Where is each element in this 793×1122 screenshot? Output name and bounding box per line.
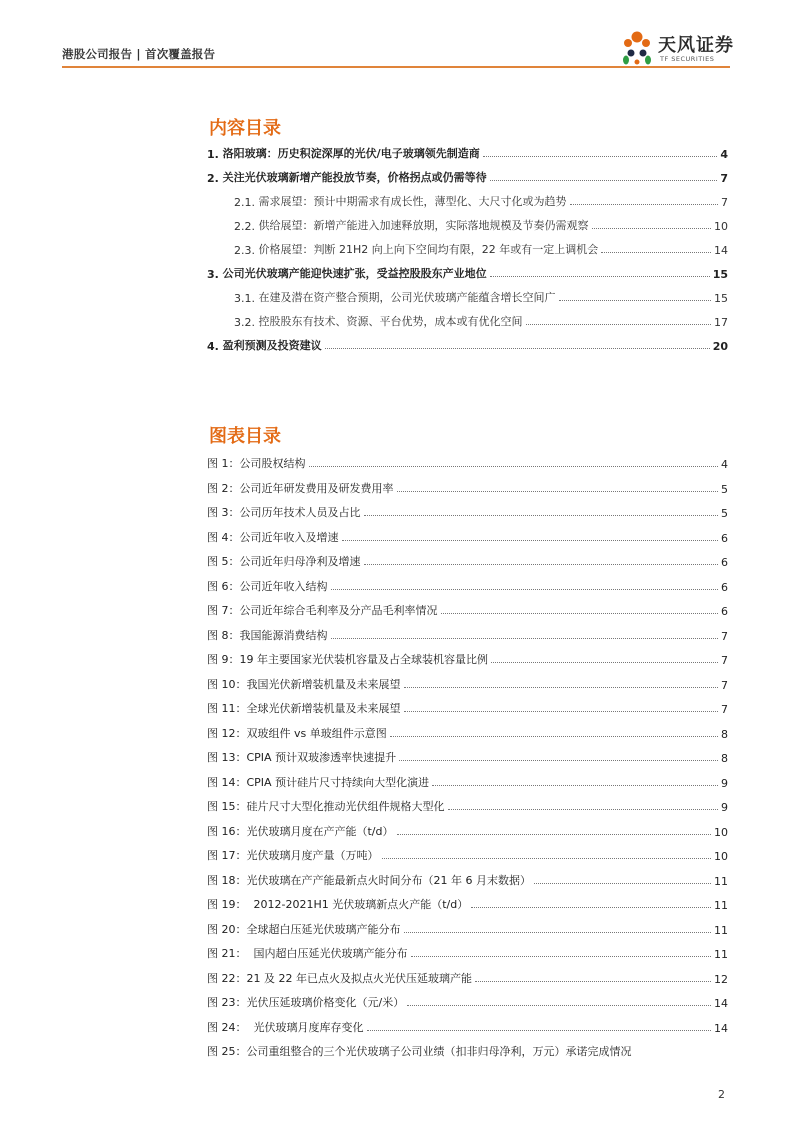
toc-item[interactable] bbox=[207, 263, 728, 281]
figure-item-page: 11 bbox=[714, 899, 728, 912]
figure-item[interactable] bbox=[207, 794, 728, 814]
figure-item-text: 图 19： 2012-2021H1 光伏玻璃新点火产能（t/d） bbox=[207, 898, 469, 911]
figure-leader bbox=[390, 736, 718, 737]
toc-item-page: 15 bbox=[712, 268, 728, 281]
figure-item-text: 图 24： 光伏玻璃月度库存变化 bbox=[207, 1020, 364, 1034]
toc-item-number: 2.3. bbox=[234, 244, 259, 257]
figure-item[interactable] bbox=[207, 966, 728, 986]
figure-item[interactable] bbox=[207, 721, 728, 741]
figure-leader bbox=[448, 809, 719, 810]
figure-leader bbox=[534, 883, 711, 884]
figure-leader bbox=[411, 956, 712, 957]
figure-item-page: 9 bbox=[721, 801, 728, 814]
toc-item-text: 控股股东有技术、资源、平台优势，成本或有优化空间 bbox=[258, 315, 523, 328]
figure-item-text: 图 13：CPIA 预计双玻渗透率快速提升 bbox=[207, 751, 397, 764]
toc-item-text: 在建及潜在资产整合预期，公司光伏玻璃产能蕴含增长空间广 bbox=[258, 291, 556, 304]
figure-item[interactable] bbox=[207, 892, 728, 912]
toc-item-number: 4. bbox=[207, 340, 223, 353]
figure-leader bbox=[364, 564, 719, 565]
toc-leader bbox=[592, 228, 712, 229]
figure-item-text: 图 1：公司股权结构 bbox=[207, 457, 306, 470]
figure-leader bbox=[397, 834, 712, 835]
figures-title: 图表目录 bbox=[209, 426, 281, 447]
figure-item-page: 5 bbox=[721, 482, 728, 496]
figure-item[interactable] bbox=[207, 696, 728, 716]
toc-item-text: 供给展望：新增产能进入加速释放期，实际落地规模及节奏仍需观察 bbox=[258, 219, 589, 232]
toc-subitem[interactable] bbox=[207, 239, 728, 257]
toc-subitem[interactable] bbox=[207, 311, 728, 329]
page-number: 2 bbox=[718, 1088, 725, 1101]
toc-item-text: 价格展望：判断 21H2 向上向下空间均有限，22 年或有一定上调机会 bbox=[258, 243, 599, 256]
toc-item-page: 7 bbox=[721, 196, 728, 209]
figure-item[interactable] bbox=[207, 770, 728, 790]
toc-item-number: 2.2. bbox=[234, 220, 259, 233]
figure-item-text: 图 23：光伏压延玻璃价格变化（元/米） bbox=[207, 996, 405, 1009]
figure-leader bbox=[404, 711, 719, 712]
figure-leader bbox=[331, 638, 719, 639]
figure-item[interactable] bbox=[207, 868, 728, 888]
toc-item-number: 3. bbox=[207, 268, 223, 281]
toc-item-number: 3.2. bbox=[234, 316, 259, 329]
figure-item[interactable] bbox=[207, 1039, 728, 1059]
toc-item-page: 20 bbox=[712, 340, 728, 353]
figure-item-text: 图 8：我国能源消费结构 bbox=[207, 628, 328, 642]
figure-item-page: 6 bbox=[721, 580, 728, 594]
toc-item-number: 2.1. bbox=[234, 196, 259, 209]
toc-item[interactable] bbox=[207, 167, 728, 185]
toc-leader bbox=[325, 348, 710, 349]
figure-leader bbox=[404, 932, 712, 933]
figure-leader bbox=[432, 785, 718, 786]
figure-item-page: 7 bbox=[721, 678, 728, 692]
figure-item[interactable] bbox=[207, 451, 728, 471]
toc-item-page: 4 bbox=[720, 148, 728, 161]
toc-leader bbox=[559, 300, 712, 301]
figure-item-text: 图 11：全球光伏新增装机量及未来展望 bbox=[207, 702, 401, 715]
figure-item[interactable] bbox=[207, 574, 728, 594]
toc-leader bbox=[570, 204, 719, 205]
figure-item-page: 10 bbox=[714, 850, 728, 863]
toc-item-number: 2. bbox=[207, 172, 223, 185]
figure-item[interactable] bbox=[207, 525, 728, 545]
toc-item-text: 需求展望：预计中期需求有成长性，薄型化、大尺寸化或为趋势 bbox=[258, 195, 567, 208]
toc-subitem[interactable] bbox=[207, 287, 728, 305]
figure-item-page: 6 bbox=[721, 556, 728, 569]
figure-item-page: 6 bbox=[721, 605, 728, 618]
figure-item-page: 12 bbox=[714, 972, 728, 986]
figure-item[interactable] bbox=[207, 623, 728, 643]
figure-leader bbox=[367, 1030, 712, 1031]
header-divider bbox=[62, 66, 730, 68]
figure-item-page: 14 bbox=[714, 1021, 728, 1035]
toc-leader bbox=[601, 252, 711, 253]
figure-item-text: 图 9：19 年主要国家光伏装机容量及占全球装机容量比例 bbox=[207, 653, 488, 666]
figure-item[interactable] bbox=[207, 598, 728, 618]
figure-leader bbox=[404, 687, 719, 688]
figure-item-text: 图 12：双玻组件 vs 单玻组件示意图 bbox=[207, 726, 387, 740]
figure-item-page: 7 bbox=[721, 654, 728, 667]
figure-item-text: 图 14：CPIA 预计硅片尺寸持续向大型化演进 bbox=[207, 775, 430, 789]
figure-item[interactable] bbox=[207, 647, 728, 667]
contents-title: 内容目录 bbox=[209, 118, 281, 139]
figure-item[interactable] bbox=[207, 990, 728, 1010]
figure-item-page: 7 bbox=[721, 703, 728, 716]
figure-item-page: 6 bbox=[721, 531, 728, 545]
figure-item-page: 5 bbox=[721, 507, 728, 520]
toc-leader bbox=[490, 180, 718, 181]
toc-item-number: 3.1. bbox=[234, 292, 259, 305]
toc-item[interactable] bbox=[207, 335, 728, 353]
figure-leader bbox=[441, 613, 719, 614]
logo-flower-icon bbox=[620, 28, 654, 70]
figure-item-text: 图 22：21 及 22 年已点火及拟点火光伏压延玻璃产能 bbox=[207, 971, 472, 985]
report-header-title: 港股公司报告 | 首次覆盖报告 bbox=[62, 47, 216, 61]
figure-leader bbox=[471, 907, 711, 908]
logo-name-en: TF SECURITIES bbox=[660, 55, 715, 63]
figure-item-page: 9 bbox=[721, 776, 728, 790]
figure-item-page: 11 bbox=[714, 874, 728, 888]
figure-leader bbox=[491, 662, 718, 663]
figure-leader bbox=[309, 466, 719, 467]
toc-item[interactable] bbox=[207, 143, 728, 161]
figure-item-page: 14 bbox=[714, 997, 728, 1010]
figure-item-text: 图 15：硅片尺寸大型化推动光伏组件规格大型化 bbox=[207, 800, 445, 813]
figure-item-text: 图 21： 国内超白压延光伏玻璃产能分布 bbox=[207, 947, 408, 960]
figure-item-text: 图 6：公司近年收入结构 bbox=[207, 579, 328, 593]
figure-item-text: 图 3：公司历年技术人员及占比 bbox=[207, 506, 361, 519]
figure-item-text: 图 20：全球超白压延光伏玻璃产能分布 bbox=[207, 922, 401, 936]
figure-leader bbox=[397, 491, 719, 492]
figure-item-text: 图 17：光伏玻璃月度产量（万吨） bbox=[207, 849, 379, 862]
figure-item[interactable] bbox=[207, 745, 728, 765]
figure-leader bbox=[382, 858, 712, 859]
toc-subitem[interactable] bbox=[207, 191, 728, 209]
figure-item[interactable] bbox=[207, 843, 728, 863]
logo-name-cn: 天风证券 bbox=[658, 35, 734, 56]
toc-item-text: 公司光伏玻璃产能迎快速扩张，受益控股股东产业地位 bbox=[222, 267, 487, 280]
figure-item[interactable] bbox=[207, 500, 728, 520]
figure-item[interactable] bbox=[207, 1015, 728, 1035]
figure-item[interactable] bbox=[207, 476, 728, 496]
figure-leader bbox=[399, 760, 718, 761]
figure-item-text: 图 25：公司重组整合的三个光伏玻璃子公司业绩（扣非归母净利，万元）承诺完成情况 bbox=[207, 1045, 632, 1058]
figure-item-page: 11 bbox=[714, 923, 728, 937]
figure-item-text: 图 4：公司近年收入及增速 bbox=[207, 530, 339, 544]
toc-leader bbox=[526, 324, 712, 325]
figure-leader bbox=[342, 540, 719, 541]
toc-leader bbox=[490, 276, 710, 277]
figure-item[interactable] bbox=[207, 672, 728, 692]
figure-item-text: 图 18：光伏玻璃在产产能最新点火时间分布（21 年 6 月末数据） bbox=[207, 873, 531, 887]
toc-leader bbox=[483, 156, 718, 157]
toc-item-page: 10 bbox=[714, 220, 728, 233]
figure-item-text: 图 7：公司近年综合毛利率及分产品毛利率情况 bbox=[207, 604, 438, 617]
figure-leader bbox=[331, 589, 719, 590]
figure-item-page: 7 bbox=[721, 629, 728, 643]
figure-item[interactable] bbox=[207, 917, 728, 937]
toc-item-text: 洛阳玻璃：历史积淀深厚的光伏/电子玻璃领先制造商 bbox=[222, 147, 480, 160]
toc-item-text: 关注光伏玻璃新增产能投放节奏，价格拐点或仍需等待 bbox=[222, 171, 487, 184]
toc-item-page: 7 bbox=[720, 172, 728, 185]
figure-item-page: 10 bbox=[714, 825, 728, 839]
figure-item-page: 8 bbox=[721, 752, 728, 765]
figure-item-text: 图 16：光伏玻璃月度在产产能（t/d） bbox=[207, 824, 394, 838]
toc-item-text: 盈利预测及投资建议 bbox=[222, 339, 322, 352]
figure-item-page: 8 bbox=[721, 727, 728, 741]
figure-leader bbox=[364, 515, 719, 516]
figure-item[interactable] bbox=[207, 819, 728, 839]
figure-item[interactable] bbox=[207, 549, 728, 569]
figure-item-text: 图 5：公司近年归母净利及增速 bbox=[207, 555, 361, 568]
toc-subitem[interactable] bbox=[207, 215, 728, 233]
figure-item-page: 4 bbox=[721, 458, 728, 471]
figure-item-text: 图 10：我国光伏新增装机量及未来展望 bbox=[207, 677, 401, 691]
figure-item-page: 11 bbox=[714, 948, 728, 961]
figure-leader bbox=[407, 1005, 711, 1006]
figure-item-text: 图 2：公司近年研发费用及研发费用率 bbox=[207, 481, 394, 495]
toc-item-page: 15 bbox=[714, 292, 728, 305]
toc-item-page: 14 bbox=[714, 244, 728, 257]
figure-item[interactable] bbox=[207, 941, 728, 961]
figure-leader bbox=[475, 981, 711, 982]
toc-item-number: 1. bbox=[207, 148, 223, 161]
toc-item-page: 17 bbox=[714, 316, 728, 329]
